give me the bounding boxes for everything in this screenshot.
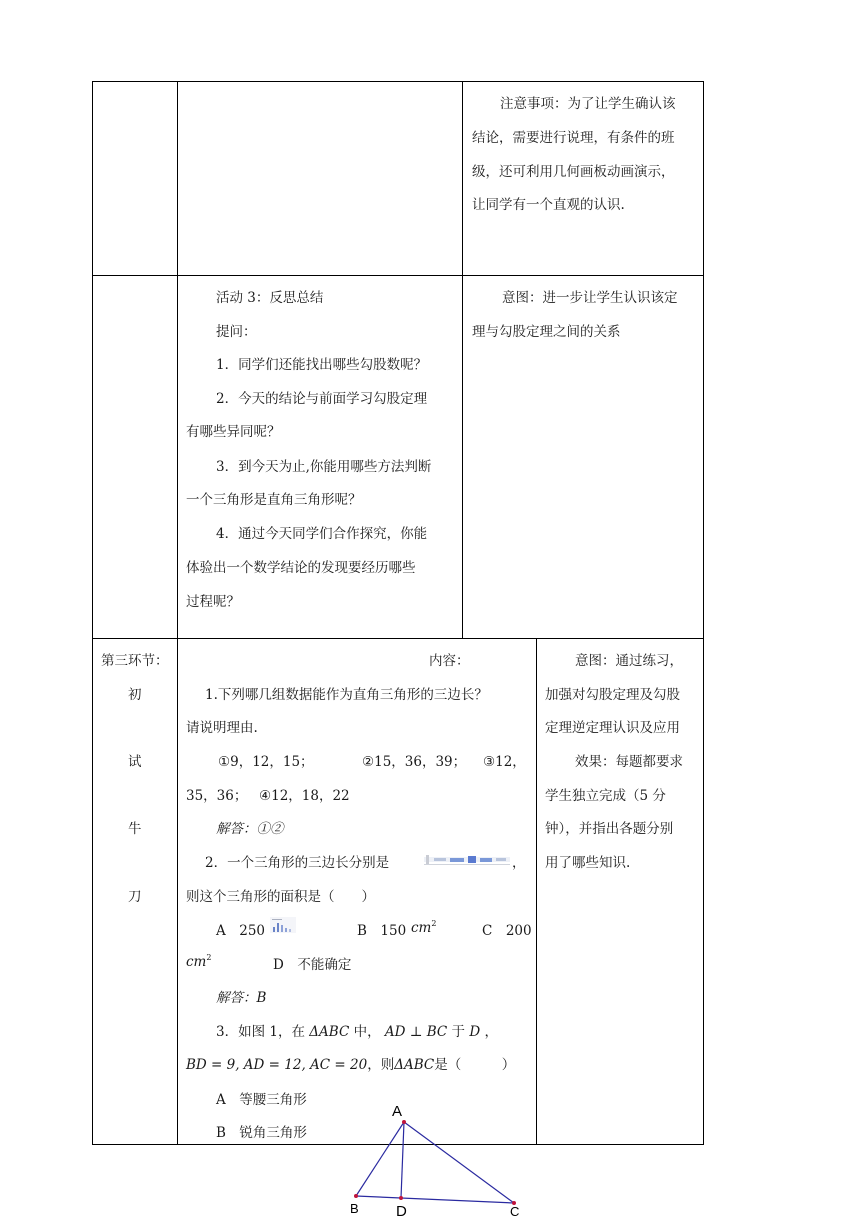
- q2-stem-2: 则这个三角形的面积是（ ）: [186, 889, 375, 905]
- q1-stem: 1.下列哪几组数据能作为直角三角形的三边长？: [205, 687, 488, 703]
- q2-answer: 解答：B: [216, 990, 267, 1006]
- q1-option-3: ③12，: [483, 754, 526, 770]
- q2-side-lengths-image: [424, 854, 510, 866]
- q3-triangle-symbol: ΔABC: [309, 1024, 350, 1040]
- side-ac: [404, 1122, 514, 1203]
- q1-option-1: ①9，12，15；: [218, 754, 314, 770]
- table-right-border: [703, 81, 704, 1145]
- point-d: [399, 1196, 403, 1200]
- row3-effect-line-3: 钟），并指出各题分别: [545, 821, 674, 837]
- q3-stem-a: 3．如图 1，在: [216, 1024, 305, 1040]
- notes-line-3: 级，还可利用几何画板动画演示，: [472, 164, 675, 180]
- question-line-5: 一个三角形是直角三角形呢？: [186, 492, 362, 508]
- q2-option-b-unit-exp: 2: [431, 919, 437, 928]
- notes-line-1: 注意事项：为了让学生确认该: [500, 96, 676, 112]
- table-col-divider-3: [536, 638, 537, 1145]
- q3-comma: ，: [484, 1024, 498, 1040]
- q1-option-4: ④12，18，22: [259, 788, 350, 804]
- altitude-ad: [401, 1122, 404, 1198]
- table-left-border: [92, 81, 93, 1145]
- side-ab: [356, 1122, 404, 1196]
- stage-char-4: 刀: [128, 889, 142, 905]
- q2-option-c: C 200: [482, 923, 532, 939]
- row3-effect-line-2: 学生独立完成（5 分: [545, 788, 666, 804]
- q2-stem: 2．一个三角形的三边长分别是: [205, 855, 390, 871]
- q3-mid: 中，: [353, 1024, 381, 1040]
- stage-char-2: 试: [128, 754, 142, 770]
- notes-line-2: 结论，需要进行说理，有条件的班: [472, 130, 675, 146]
- stage-label: 第三环节：: [101, 653, 169, 669]
- q2-option-c-unit: [186, 953, 211, 970]
- stage-char-3: 牛: [128, 821, 142, 837]
- q2-option-c-unit-text: cm: [186, 954, 207, 970]
- triangle-figure: [340, 1095, 540, 1216]
- question-intro: 提问：: [216, 324, 257, 340]
- side-bc: [356, 1196, 514, 1203]
- intent-line-1: 意图：进一步让学生认识该定: [502, 290, 678, 306]
- point-b: [354, 1194, 358, 1198]
- row3-intent-line-3: 定理逆定理认识及应用: [545, 720, 680, 736]
- q3-conditions: BD = 9, AD = 12, AC = 20: [186, 1057, 368, 1073]
- row3-intent-line-1: 意图：通过练习，: [575, 653, 683, 669]
- table-row-divider-2: [92, 638, 704, 639]
- intent-line-2: 理与勾股定理之间的关系: [472, 324, 621, 340]
- question-line-1: 1．同学们还能找出哪些勾股数呢？: [216, 357, 428, 373]
- q3-stem-b: ，则: [367, 1057, 395, 1073]
- question-line-2: 2．今天的结论与前面学习勾股定理: [216, 391, 428, 407]
- row3-effect-line-4: 用了哪些知识.: [545, 855, 631, 871]
- q2-option-b-unit-text: cm: [411, 920, 432, 936]
- label-c: C: [510, 1204, 520, 1216]
- q3-option-a: A 等腰三角形: [216, 1092, 307, 1108]
- q1-option-2: ②15，36，39；: [362, 754, 467, 770]
- q2-stem-end: ，: [512, 855, 526, 871]
- table-col-divider-2: [462, 81, 463, 639]
- q2-option-c-unit-exp: 2: [206, 953, 212, 962]
- question-line-3: 有哪些异同呢？: [186, 424, 281, 440]
- q3-stem-c: 是（ ）: [434, 1057, 516, 1073]
- question-line-6: 4．通过今天同学们合作探究，你能: [216, 526, 428, 542]
- table-row-divider-1: [92, 275, 704, 276]
- question-line-8: 过程呢？: [186, 594, 240, 610]
- question-line-7: 体验出一个数学结论的发现要经历哪些: [186, 560, 416, 576]
- q2-option-a: A 250: [216, 923, 266, 939]
- q3-triangle-symbol-2: ΔABC: [394, 1057, 435, 1073]
- table-col-divider-1: [177, 81, 178, 1145]
- q3-line-1: [216, 1020, 498, 1040]
- label-b: B: [350, 1201, 359, 1216]
- q1-option-3-cont: 35，36；: [186, 788, 248, 804]
- q3-perpendicular: AD ⊥ BC: [384, 1024, 448, 1040]
- row3-intent-line-2: 加强对勾股定理及勾股: [545, 687, 680, 703]
- question-line-4: 3．到今天为止,你能用哪些方法判断: [216, 459, 432, 475]
- label-d: D: [396, 1203, 407, 1216]
- activity-title: 活动 3：反思总结: [216, 290, 324, 306]
- q2-option-b-unit: [411, 919, 436, 936]
- q1-answer: 解答：①②: [216, 821, 284, 837]
- point-a: [402, 1120, 406, 1124]
- content-heading: 内容：: [429, 653, 470, 669]
- q3-option-b: B 锐角三角形: [216, 1125, 307, 1141]
- stage-char-1: 初: [128, 687, 142, 703]
- label-a: A: [392, 1103, 403, 1120]
- notes-line-4: 让同学有一个直观的认识.: [472, 197, 625, 213]
- q3-yu: 于: [451, 1024, 466, 1040]
- q2-option-d: D 不能确定: [273, 957, 352, 973]
- q2-option-a-unit-image: [270, 917, 296, 933]
- q2-option-b: B 150: [357, 923, 407, 939]
- q3-foot-d: D: [469, 1024, 481, 1040]
- row3-effect-line-1: 效果：每题都要求: [575, 754, 683, 770]
- table-top-border: [92, 81, 704, 82]
- q1-stem-2: 请说明理由.: [186, 720, 258, 736]
- q3-line-2: [186, 1053, 515, 1073]
